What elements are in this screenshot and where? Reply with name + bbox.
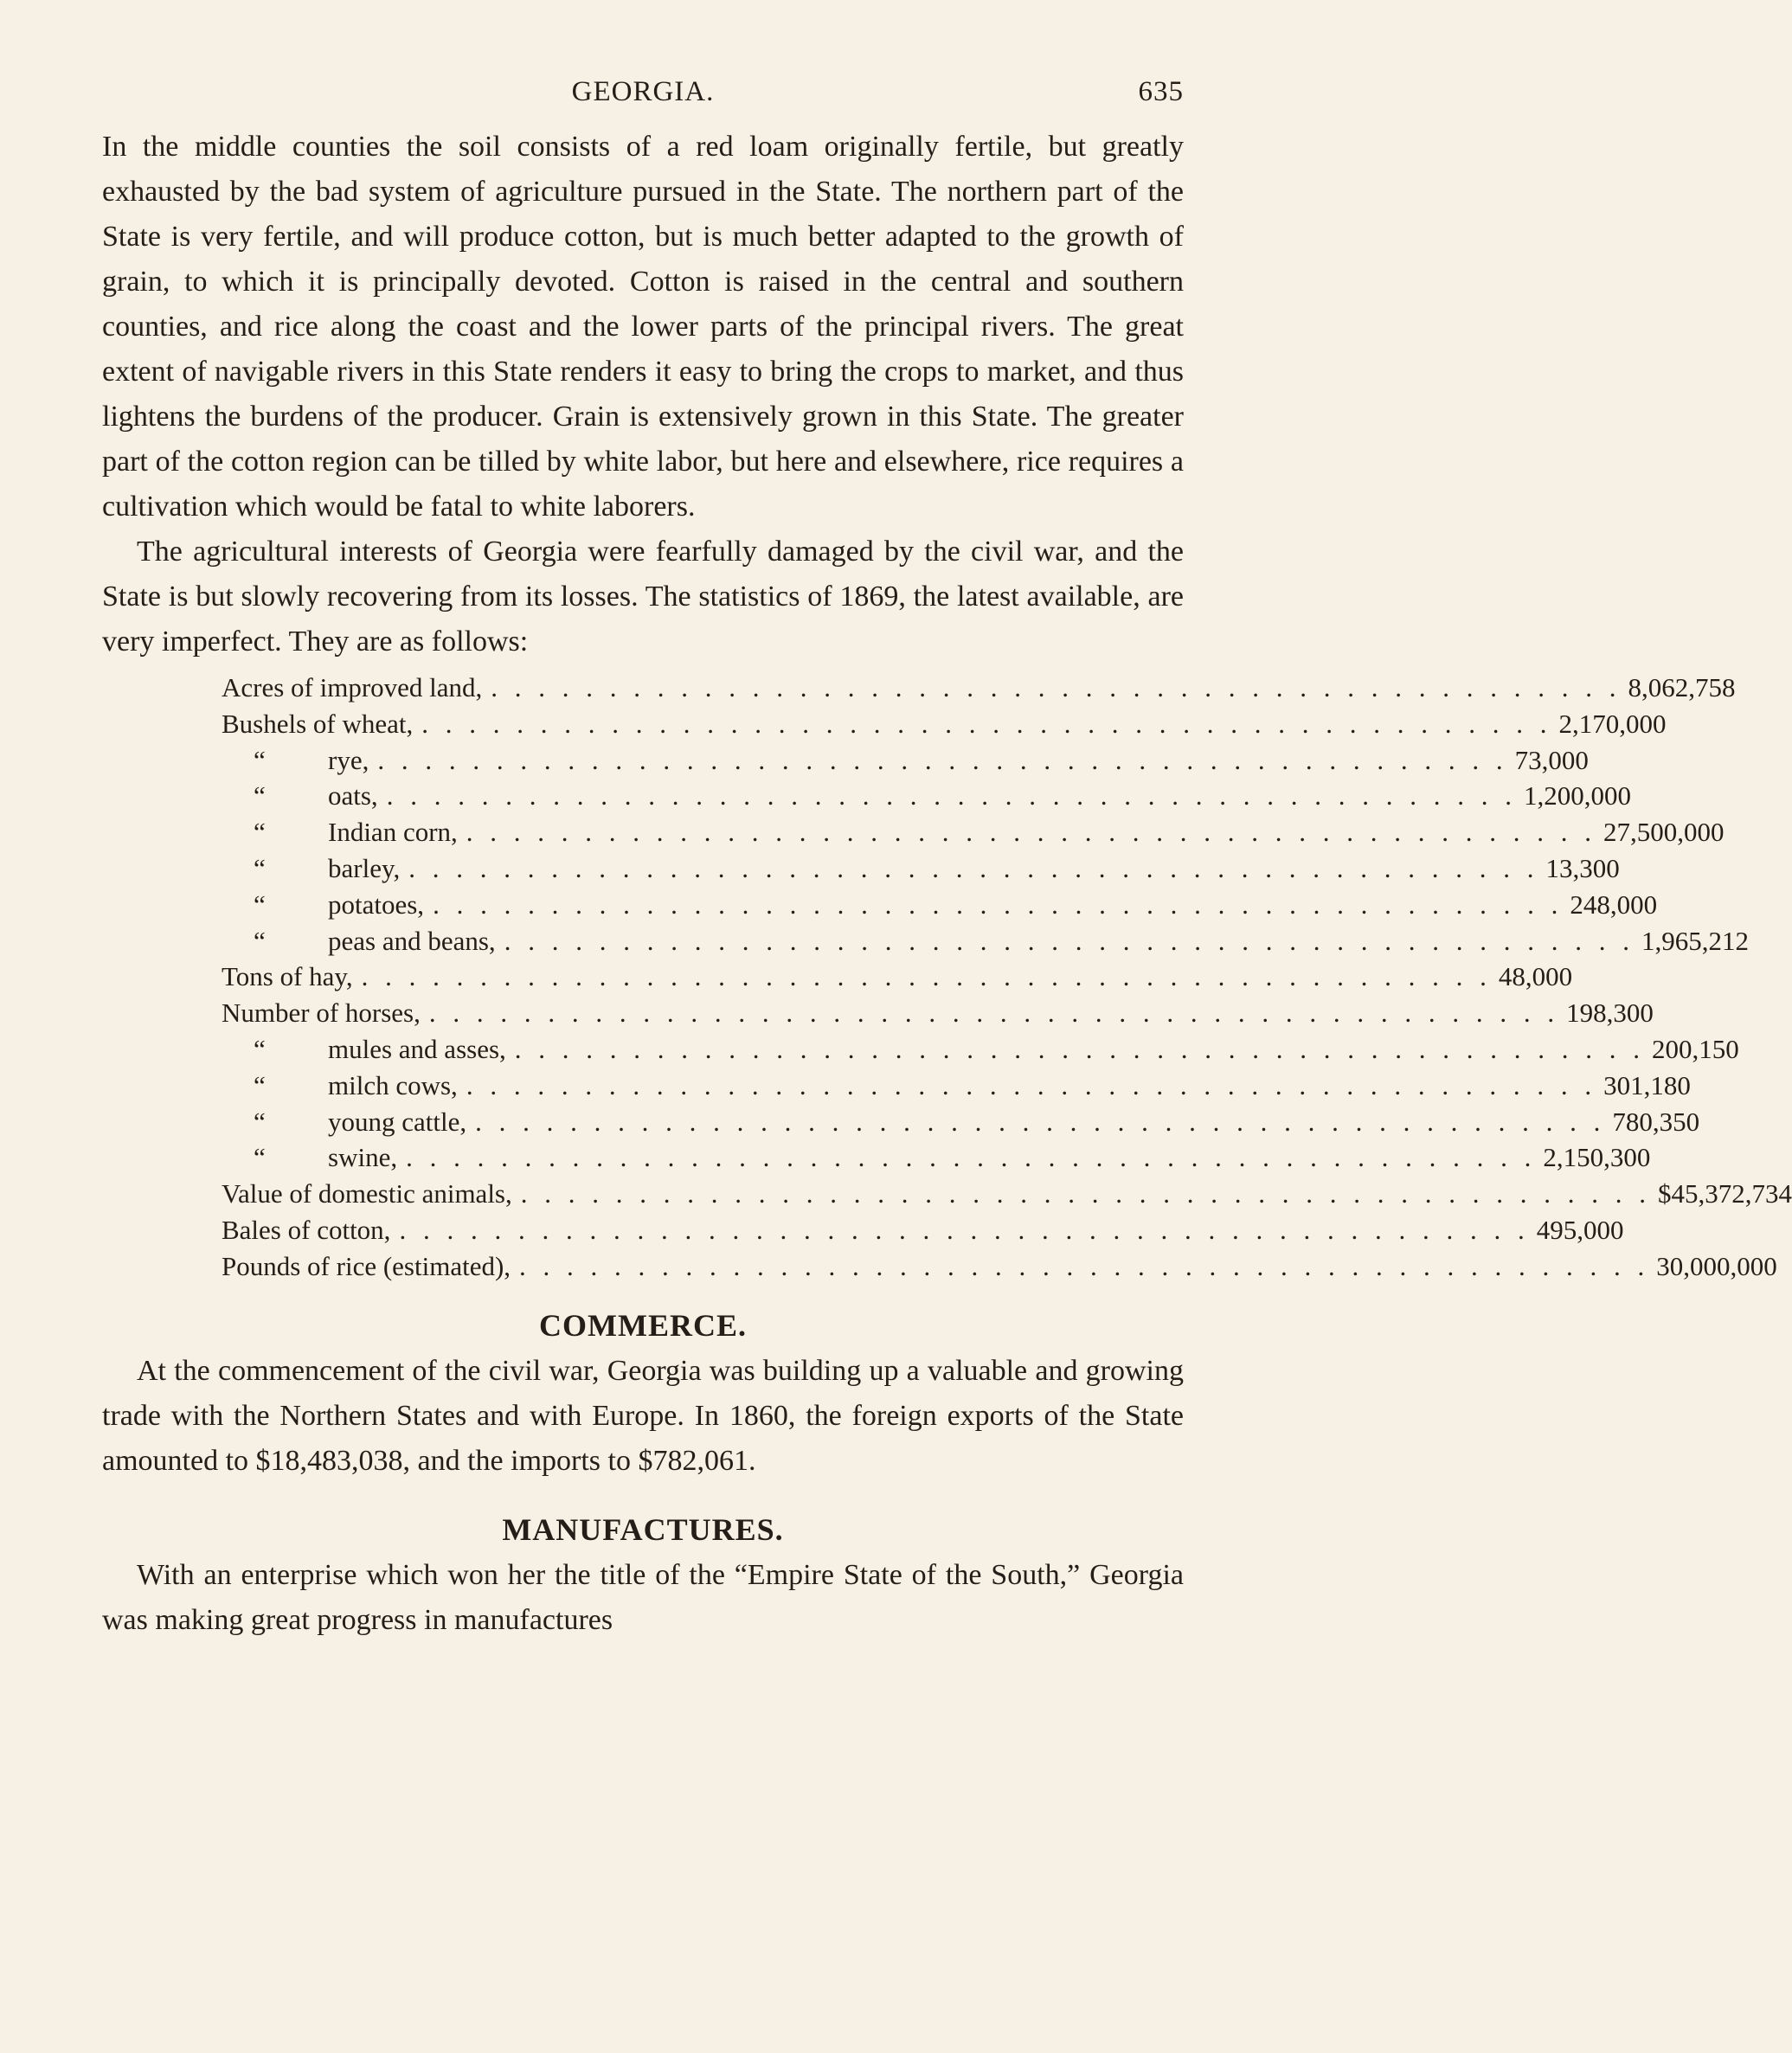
dot-leader: . . . . . . . . . . . . . . . . . . . . . . . . . . . . . . . . . . . . . . . . . . . . . . . . xyxy=(377,744,1508,775)
stat-value: 48,000 xyxy=(1498,961,1573,992)
dot-leader: . . . . . . . . . . . . . . . . . . . . . . . . . . . . . . . . . . . . . . . . . . . . . . . . xyxy=(386,780,1517,812)
stat-row xyxy=(222,1139,1651,1176)
stat-label-text: potatoes, xyxy=(328,889,425,920)
stat-label xyxy=(222,670,482,706)
running-head xyxy=(102,76,1184,125)
ditto-mark: “ xyxy=(254,744,266,775)
stat-row xyxy=(222,706,1667,742)
stat-value: 30,000,000 xyxy=(1656,1250,1777,1281)
dot-leader: . . . . . . . . . . . . . . . . . . . . . . . . . . . . . . . . . . . . . . . . . . . . . . . . xyxy=(466,1069,1597,1100)
stat-value: 1,965,212 xyxy=(1641,925,1749,956)
stat-row xyxy=(222,742,1589,779)
stat-label xyxy=(222,1104,466,1140)
dot-leader: . . . . . . . . . . . . . . . . . . . . . . . . . . . . . . . . . . . . . . . . . . . . . . . . xyxy=(504,925,1635,956)
ditto-mark: “ xyxy=(254,852,266,883)
stat-value: $45,372,734 xyxy=(1658,1178,1792,1209)
stat-label-text: Bushels of wheat, xyxy=(222,708,414,739)
stat-label-text: mules and asses, xyxy=(328,1033,506,1064)
dot-leader: . . . . . . . . . . . . . . . . . . . . . . . . . . . . . . . . . . . . . . . . . . . . . . . . xyxy=(514,1033,1646,1064)
dot-leader: . . . . . . . . . . . . . . . . . . . . . . . . . . . . . . . . . . . . . . . . . . . . . . . . xyxy=(491,672,1622,703)
stat-value: 495,000 xyxy=(1536,1214,1624,1245)
stat-row xyxy=(222,923,1749,959)
stat-value: 1,200,000 xyxy=(1523,780,1631,812)
dot-leader: . . . . . . . . . . . . . . . . . . . . . . . . . . . . . . . . . . . . . . . . . . . . . . . . xyxy=(466,817,1597,848)
stat-row xyxy=(222,1248,1777,1285)
paragraph-soil: In the middle counties the soil consists of a red loam originally fertile, but greatly exhausted by the bad system of agriculture pursued in the State. The northern part of the State is very fertile, and will produce cotton, but is much better adapted to the growth of grain, to which it is principally devoted. Cotton is raised in the central and southern counties, and rice along the coast and the lower parts of the principal rivers. The great extent of navigable rivers in this State renders it easy to bring the crops to market, and thus lightens the burdens of the producer. Grain is extensively grown in this State. The greater part of the cotton region can be tilled by white labor, but here and elsewhere, rice requires a cultivation which would be fatal to white laborers. xyxy=(102,131,1184,523)
book-page xyxy=(102,76,1792,1643)
stat-value: 198,300 xyxy=(1566,998,1654,1029)
stat-label-text: Acres of improved land, xyxy=(222,672,483,703)
stat-label-text: rye, xyxy=(328,744,369,775)
dot-leader: . . . . . . . . . . . . . . . . . . . . . . . . . . . . . . . . . . . . . . . . . . . . . . . . xyxy=(421,708,1552,739)
manufactures-heading: MANUFACTURES. xyxy=(502,1511,784,1547)
ditto-mark: “ xyxy=(254,817,266,848)
stat-row xyxy=(222,959,1573,995)
dot-leader: . . . . . . . . . . . . . . . . . . . . . . . . . . . . . . . . . . . . . . . . . . . . . . . . xyxy=(399,1214,1530,1245)
ditto-mark: “ xyxy=(254,780,266,812)
ditto-mark: “ xyxy=(254,1069,266,1100)
dot-leader: . . . . . . . . . . . . . . . . . . . . . . . . . . . . . . . . . . . . . . . . . . . . . . . . xyxy=(475,1106,1606,1137)
stat-label xyxy=(222,1068,458,1104)
dot-leader: . . . . . . . . . . . . . . . . . . . . . . . . . . . . . . . . . . . . . . . . . . . . . . . . xyxy=(408,852,1539,883)
stat-label-text: milch cows, xyxy=(328,1069,458,1100)
ditto-mark: “ xyxy=(254,925,266,956)
stat-label-text: Pounds of rice (estimated), xyxy=(222,1250,511,1281)
stat-label xyxy=(222,959,353,995)
stat-label-text: Indian corn, xyxy=(328,817,458,848)
commerce-paragraph: At the commencement of the civil war, Georgia was building up a valuable and growing trade with the Northern States and with Europe. In 1860, the foreign exports of the State amounted to $18,483,038, and the imports to $782,061. xyxy=(102,1354,1184,1477)
stat-label xyxy=(222,887,424,923)
stat-label xyxy=(222,1176,512,1212)
statistics-table xyxy=(222,670,1792,1285)
dot-leader: . . . . . . . . . . . . . . . . . . . . . . . . . . . . . . . . . . . . . . . . . . . . . . . . xyxy=(428,998,1560,1029)
stat-label-text: barley, xyxy=(328,852,401,883)
stat-label xyxy=(222,850,400,887)
ditto-mark: “ xyxy=(254,1106,266,1137)
stat-value: 301,180 xyxy=(1603,1069,1691,1100)
stat-value: 780,350 xyxy=(1612,1106,1700,1137)
stat-value: 8,062,758 xyxy=(1628,672,1736,703)
stat-label-text: Number of horses, xyxy=(222,998,421,1029)
stat-label-text: peas and beans, xyxy=(328,925,496,956)
stat-row xyxy=(222,1212,1624,1248)
manufactures-paragraph: With an enterprise which won her the title of the “Empire State of the South,” Georgia was making great progress in manufactures xyxy=(102,1558,1184,1636)
stat-row xyxy=(222,850,1620,887)
stat-value: 27,500,000 xyxy=(1603,817,1725,848)
stat-row xyxy=(222,778,1631,814)
dot-leader: . . . . . . . . . . . . . . . . . . . . . . . . . . . . . . . . . . . . . . . . . . . . . . . . xyxy=(406,1142,1537,1173)
stat-label xyxy=(222,814,458,850)
stat-label-text: Tons of hay, xyxy=(222,961,353,992)
stat-row xyxy=(222,814,1725,850)
stat-row xyxy=(222,1068,1691,1104)
dot-leader: . . . . . . . . . . . . . . . . . . . . . . . . . . . . . . . . . . . . . . . . . . . . . . . . xyxy=(361,961,1492,992)
paragraph-agriculture: The agricultural interests of Georgia were fearfully damaged by the civil war, and the State is but slowly recovering from its losses. The statistics of 1869, the latest available, are very imperfect. They are as follows: xyxy=(102,536,1184,658)
stat-value: 200,150 xyxy=(1652,1033,1739,1064)
page-number: 635 xyxy=(1138,76,1184,107)
stat-label xyxy=(222,923,496,959)
stat-row xyxy=(222,1176,1792,1212)
stat-label xyxy=(222,995,421,1031)
stat-label-text: oats, xyxy=(328,780,378,812)
commerce-heading: COMMERCE. xyxy=(539,1307,747,1343)
stat-label xyxy=(222,742,369,779)
stat-label xyxy=(222,1212,390,1248)
dot-leader: . . . . . . . . . . . . . . . . . . . . . . . . . . . . . . . . . . . . . . . . . . . . . . . . xyxy=(433,889,1564,920)
stat-label-text: Bales of cotton, xyxy=(222,1214,391,1245)
stat-value: 2,170,000 xyxy=(1558,708,1667,739)
stat-row xyxy=(222,887,1658,923)
stat-label xyxy=(222,706,413,742)
dot-leader: . . . . . . . . . . . . . . . . . . . . . . . . . . . . . . . . . . . . . . . . . . . . . . . . xyxy=(520,1178,1651,1209)
ditto-mark: “ xyxy=(254,1033,266,1064)
stat-row xyxy=(222,1031,1739,1068)
dot-leader: . . . . . . . . . . . . . . . . . . . . . . . . . . . . . . . . . . . . . . . . . . . . . . . . xyxy=(519,1250,1650,1281)
stat-label xyxy=(222,1031,506,1068)
running-title: GEORGIA. xyxy=(571,76,715,107)
stat-value: 2,150,300 xyxy=(1543,1142,1651,1173)
stat-row xyxy=(222,995,1654,1031)
stat-row xyxy=(222,1104,1700,1140)
stat-label-text: young cattle, xyxy=(328,1106,467,1137)
stat-label-text: Value of domestic animals, xyxy=(222,1178,512,1209)
stat-value: 13,300 xyxy=(1545,852,1620,883)
ditto-mark: “ xyxy=(254,889,266,920)
ditto-mark: “ xyxy=(254,1142,266,1173)
stat-label xyxy=(222,778,378,814)
stat-label-text: swine, xyxy=(328,1142,398,1173)
stat-value: 73,000 xyxy=(1514,744,1589,775)
stat-label xyxy=(222,1248,511,1285)
stat-value: 248,000 xyxy=(1570,889,1658,920)
stat-row xyxy=(222,670,1736,706)
stat-label xyxy=(222,1139,397,1176)
